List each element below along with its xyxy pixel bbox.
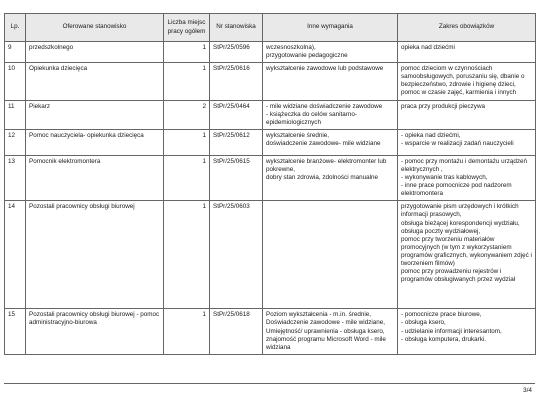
- cell-lp: 10: [5, 63, 26, 100]
- cell-number: StPr/25/0464: [210, 100, 263, 129]
- table-row: [5, 201, 536, 309]
- table-row: [5, 100, 536, 129]
- cell-requirements: [263, 201, 398, 309]
- cell-position: przedszkolnego: [26, 42, 164, 63]
- cell-position: Opiekunka dziecięca: [26, 63, 164, 100]
- table-header-row: [5, 14, 536, 42]
- cell-duties: [398, 155, 536, 200]
- table-row: [5, 129, 536, 155]
- duties-line: - wsparcie w realizacji zadań nauczycieli: [401, 139, 514, 147]
- cell-duties: [398, 100, 536, 129]
- cell-number: StPr/25/0596: [210, 42, 263, 63]
- duties-line: obsługa poczty wydziałowej,: [401, 227, 481, 235]
- duties-line: pomoc przy tworzeniu materiałów promocyjnych (w tym z wykorzystaniem programów graficznych, wykonywaniem zdjęć i tworzeniem filmów): [401, 235, 532, 267]
- requirements-line: wykształcenie średnie,: [266, 131, 329, 139]
- requirements-line: wykształcenie branżowe- elektromonter lub pokrewne,: [266, 157, 387, 173]
- table-row: [5, 63, 536, 100]
- cell-count: 1: [164, 201, 210, 309]
- requirements-line: dobry stan zdrowia, zdolności manualne: [266, 174, 379, 182]
- duties-line: - obsługa ksero,: [401, 319, 446, 327]
- cell-number: StPr/25/0616: [210, 63, 263, 100]
- header-number: Nr stanowiska: [210, 14, 263, 42]
- duties-line: praca przy produkcji pieczywa: [401, 102, 485, 110]
- cell-duties: [398, 309, 536, 355]
- cell-position: Pozostali pracownicy obsługi biurowej: [26, 201, 164, 309]
- cell-lp: 13: [5, 155, 26, 200]
- cell-count: 1: [164, 42, 210, 63]
- cell-requirements: [263, 155, 398, 200]
- duties-line: obsługa bieżącej korespondencji wydziału,: [401, 219, 520, 227]
- requirements-line: wczesnoszkolna),: [266, 44, 316, 51]
- cell-position: Piekarz: [26, 100, 164, 129]
- requirements-line: - mile widziane doświadczenie zawodowe: [266, 102, 383, 110]
- page-number: 3/4: [522, 387, 532, 394]
- cell-requirements: [263, 42, 398, 63]
- requirements-line: wykształcenie zawodowe lub podstawowe: [266, 65, 384, 73]
- table-row: [5, 309, 536, 355]
- cell-duties: [398, 63, 536, 100]
- requirements-line: przygotowanie pedagogiczne: [266, 52, 348, 60]
- duties-line: - opieka nad dziećmi,: [401, 131, 461, 139]
- cell-count: 1: [164, 129, 210, 155]
- cell-position: Pozostali pracownicy obsługi biurowej - pomoc administracyjno-biurowa: [26, 309, 164, 355]
- duties-line: pomoc dzieciom w czynnościach samoobsługowych, poruszaniu się, dbanie o bezpieczeństwo, zdrowie i higienę dzieci, pomoc w czasie zajęć, karmienia i innych: [401, 65, 525, 97]
- cell-requirements: [263, 129, 398, 155]
- cell-lp: 14: [5, 201, 26, 309]
- duties-line: - obsługa komputera, drukarki.: [401, 335, 487, 343]
- duties-line: pomoc przy prowadzeniu rejestrów i programów obsługiwanych przez wydział: [401, 268, 516, 284]
- header-count: Liczba miejsc pracy ogółem: [164, 14, 210, 42]
- cell-position: Pomoc nauczyciela- opiekunka dziecięca: [26, 129, 164, 155]
- cell-position: Pomocnik elektromontera: [26, 155, 164, 200]
- cell-lp: 11: [5, 100, 26, 129]
- cell-number: StPr/25/0612: [210, 129, 263, 155]
- duties-line: - wykonywanie tras kablowych,: [401, 174, 488, 182]
- duties-line: - inne prace pomocnicze pod nadzorem elektromontera: [401, 182, 512, 198]
- requirements-line: - książeczka do celów sanitarno-epidemiologicznych: [266, 110, 357, 126]
- cell-number: StPr/25/0603: [210, 201, 263, 309]
- cell-duties: [398, 42, 536, 63]
- job-offers-table: [4, 13, 536, 355]
- cell-duties: [398, 201, 536, 309]
- cell-count: 1: [164, 309, 210, 355]
- requirements-line: Umiejętność/ uprawnienia - obsługa ksero, znajomość programu Microsoft Word - mile widziana: [266, 327, 386, 351]
- table-row: [5, 42, 536, 63]
- duties-line: opieka nad dziećmi: [401, 44, 455, 51]
- cell-count: 2: [164, 100, 210, 129]
- header-position: Oferowane stanowisko: [26, 14, 164, 42]
- cell-requirements: [263, 100, 398, 129]
- cell-lp: 15: [5, 309, 26, 355]
- header-lp: Lp.: [5, 14, 26, 42]
- cell-lp: 12: [5, 129, 26, 155]
- duties-line: przygotowanie pism urzędowych i krótkich informacji prasowych,: [401, 203, 519, 219]
- header-duties: Zakres obowiązków: [398, 14, 536, 42]
- requirements-line: doświadczenie zawodowe- mile widziane: [266, 139, 381, 147]
- duties-line: - pomocnicze prace biurowe,: [401, 311, 482, 319]
- cell-number: StPr/25/0615: [210, 155, 263, 200]
- requirements-line: Doświadczenie zawodowe - mile widziane,: [266, 319, 385, 327]
- cell-duties: [398, 129, 536, 155]
- cell-count: 1: [164, 155, 210, 200]
- footer-divider: [4, 383, 535, 384]
- header-requirements: Inne wymagania: [263, 14, 398, 42]
- cell-count: 1: [164, 63, 210, 100]
- cell-requirements: [263, 309, 398, 355]
- duties-line: - udzielanie informacji interesantom,: [401, 327, 502, 335]
- cell-number: StPr/25/0618: [210, 309, 263, 355]
- duties-line: - pomoc przy montażu i demontażu urządzeń elektrycznych ,: [401, 157, 527, 173]
- table-row: [5, 155, 536, 200]
- cell-lp: 9: [5, 42, 26, 63]
- requirements-line: Poziom wykształcenia - m.in. średnie,: [266, 311, 371, 319]
- cell-requirements: [263, 63, 398, 100]
